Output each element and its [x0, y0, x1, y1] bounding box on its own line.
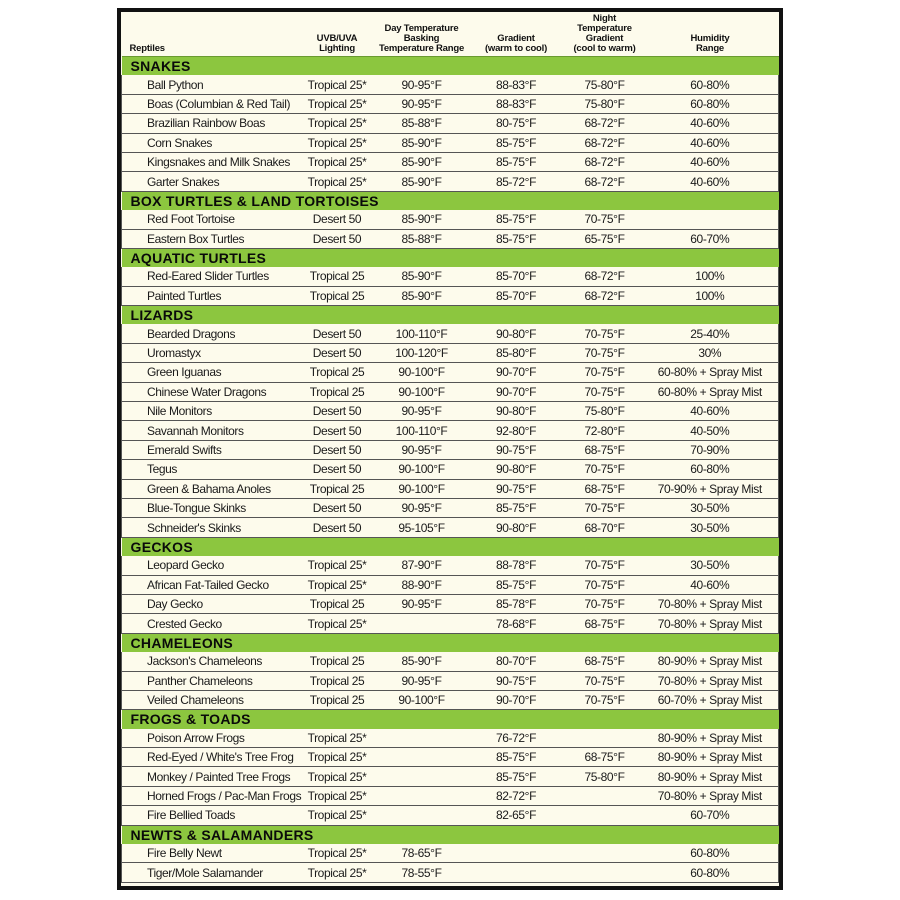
cell-gradient: 90-80°F [465, 324, 568, 343]
cell-lighting: Tropical 25 [296, 690, 379, 709]
cell-lighting: Tropical 25* [296, 556, 379, 575]
cell-species: Green & Bahama Anoles [122, 479, 296, 498]
cell-day-temp: 90-100°F [379, 363, 465, 382]
cell-night-temp [568, 844, 642, 863]
table-row [122, 806, 779, 825]
cell-day-temp: 78-65°F [379, 844, 465, 863]
cell-gradient: 88-78°F [465, 556, 568, 575]
cell-night-temp: 75-80°F [568, 75, 642, 94]
cell-humidity: 70-80% + Spray Mist [642, 786, 779, 805]
section-title: SNAKES [122, 57, 779, 76]
section-title: NEWTS & SALAMANDERS [122, 825, 779, 844]
cell-lighting: Tropical 25* [296, 614, 379, 633]
cell-gradient: 82-72°F [465, 786, 568, 805]
reptile-care-chart [117, 8, 783, 890]
section-header [122, 57, 779, 76]
header-line: Basking [403, 33, 440, 44]
cell-day-temp: 78-55°F [379, 863, 465, 882]
cell-day-temp: 85-90°F [379, 267, 465, 286]
cell-day-temp: 90-95°F [379, 594, 465, 613]
cell-lighting: Desert 50 [296, 343, 379, 362]
cell-humidity [642, 210, 779, 229]
cell-species: Veiled Chameleons [122, 690, 296, 709]
column-headers [122, 12, 779, 57]
cell-night-temp: 68-75°F [568, 614, 642, 633]
header-night-temp [568, 12, 642, 57]
cell-species: Savannah Monitors [122, 421, 296, 440]
cell-species: Fire Bellied Toads [122, 806, 296, 825]
table-row [122, 748, 779, 767]
section-title: BOX TURTLES & LAND TORTOISES [122, 191, 779, 210]
header-line: Temperature Range [378, 43, 465, 54]
cell-gradient: 85-75°F [465, 133, 568, 152]
cell-gradient: 85-75°F [465, 498, 568, 517]
cell-lighting: Desert 50 [296, 518, 379, 537]
cell-lighting: Tropical 25* [296, 152, 379, 171]
cell-lighting: Tropical 25* [296, 806, 379, 825]
cell-day-temp: 100-110°F [379, 324, 465, 343]
cell-night-temp [568, 863, 642, 882]
cell-humidity: 70-80% + Spray Mist [642, 594, 779, 613]
cell-species: Tegus [122, 460, 296, 479]
cell-humidity: 30-50% [642, 498, 779, 517]
cell-humidity: 60-80% [642, 94, 779, 113]
cell-gradient: 85-75°F [465, 748, 568, 767]
cell-humidity: 30-50% [642, 518, 779, 537]
cell-day-temp [379, 786, 465, 805]
cell-humidity: 40-50% [642, 421, 779, 440]
cell-day-temp: 90-95°F [379, 402, 465, 421]
cell-humidity: 80-90% + Spray Mist [642, 729, 779, 748]
cell-day-temp: 85-88°F [379, 229, 465, 248]
cell-gradient: 85-75°F [465, 575, 568, 594]
cell-night-temp: 65-75°F [568, 229, 642, 248]
cell-humidity: 60-80% + Spray Mist [642, 363, 779, 382]
cell-lighting: Tropical 25* [296, 75, 379, 94]
cell-gradient: 80-75°F [465, 114, 568, 133]
cell-night-temp [568, 786, 642, 805]
cell-day-temp [379, 614, 465, 633]
cell-night-temp: 75-80°F [568, 402, 642, 421]
table-row [122, 172, 779, 191]
table-row [122, 402, 779, 421]
table-row [122, 518, 779, 537]
cell-lighting: Tropical 25* [296, 575, 379, 594]
cell-species: Uromastyx [122, 343, 296, 362]
cell-gradient: 80-70°F [465, 652, 568, 671]
table-row [122, 786, 779, 805]
table-row [122, 363, 779, 382]
cell-day-temp: 90-95°F [379, 498, 465, 517]
cell-species: Panther Chameleons [122, 671, 296, 690]
cell-humidity: 30% [642, 343, 779, 362]
table-row [122, 863, 779, 882]
header-gradient [465, 12, 568, 57]
table-row [122, 844, 779, 863]
section-header [122, 191, 779, 210]
table-row [122, 382, 779, 401]
cell-species: Corn Snakes [122, 133, 296, 152]
cell-night-temp: 70-75°F [568, 460, 642, 479]
section-title: AQUATIC TURTLES [122, 248, 779, 267]
cell-species: Fire Belly Newt [122, 844, 296, 863]
cell-species: Blue-Tongue Skinks [122, 498, 296, 517]
cell-lighting: Tropical 25* [296, 172, 379, 191]
header-line: Day Temperature [384, 23, 459, 34]
section-header [122, 248, 779, 267]
cell-lighting: Tropical 25 [296, 671, 379, 690]
cell-night-temp: 70-75°F [568, 556, 642, 575]
cell-humidity: 60-80% [642, 863, 779, 882]
cell-humidity: 40-60% [642, 172, 779, 191]
cell-gradient: 90-75°F [465, 479, 568, 498]
cell-species: African Fat-Tailed Gecko [122, 575, 296, 594]
cell-gradient: 85-80°F [465, 343, 568, 362]
section-header [122, 633, 779, 652]
cell-gradient: 90-80°F [465, 518, 568, 537]
table-row [122, 575, 779, 594]
cell-gradient: 85-72°F [465, 172, 568, 191]
section-header [122, 537, 779, 556]
cell-day-temp: 85-90°F [379, 133, 465, 152]
cell-humidity: 60-70% + Spray Mist [642, 690, 779, 709]
cell-species: Horned Frogs / Pac-Man Frogs [122, 786, 296, 805]
section-header [122, 825, 779, 844]
table-row [122, 75, 779, 94]
cell-day-temp: 85-90°F [379, 172, 465, 191]
table-row [122, 652, 779, 671]
cell-species: Eastern Box Turtles [122, 229, 296, 248]
cell-gradient: 92-80°F [465, 421, 568, 440]
care-table [121, 12, 779, 883]
cell-gradient [465, 863, 568, 882]
table-row [122, 614, 779, 633]
cell-gradient: 85-70°F [465, 267, 568, 286]
cell-species: Tiger/Mole Salamander [122, 863, 296, 882]
cell-species: Schneider's Skinks [122, 518, 296, 537]
table-row [122, 479, 779, 498]
cell-humidity: 60-80% + Spray Mist [642, 382, 779, 401]
cell-humidity: 40-60% [642, 575, 779, 594]
cell-day-temp [379, 729, 465, 748]
cell-lighting: Desert 50 [296, 324, 379, 343]
cell-night-temp: 68-72°F [568, 172, 642, 191]
cell-species: Red-Eared Slider Turtles [122, 267, 296, 286]
cell-gradient: 85-78°F [465, 594, 568, 613]
cell-lighting: Tropical 25 [296, 652, 379, 671]
cell-night-temp [568, 729, 642, 748]
cell-night-temp: 68-72°F [568, 133, 642, 152]
cell-day-temp: 85-90°F [379, 152, 465, 171]
cell-species: Crested Gecko [122, 614, 296, 633]
table-row [122, 767, 779, 786]
cell-day-temp: 90-100°F [379, 460, 465, 479]
cell-humidity: 60-80% [642, 75, 779, 94]
cell-night-temp: 68-75°F [568, 479, 642, 498]
section-title: GECKOS [122, 537, 779, 556]
table-row [122, 343, 779, 362]
table-row [122, 267, 779, 286]
cell-night-temp: 70-75°F [568, 671, 642, 690]
header-species [122, 12, 296, 57]
cell-lighting: Tropical 25 [296, 382, 379, 401]
header-line: UVB/UVA [316, 33, 358, 44]
cell-night-temp: 68-72°F [568, 114, 642, 133]
cell-gradient: 82-65°F [465, 806, 568, 825]
cell-humidity: 80-90% + Spray Mist [642, 767, 779, 786]
cell-night-temp: 70-75°F [568, 324, 642, 343]
cell-species: Jackson's Chameleons [122, 652, 296, 671]
cell-humidity: 80-90% + Spray Mist [642, 748, 779, 767]
section-header [122, 306, 779, 325]
cell-lighting: Tropical 25* [296, 786, 379, 805]
cell-lighting: Desert 50 [296, 440, 379, 459]
cell-night-temp: 70-75°F [568, 498, 642, 517]
cell-day-temp: 85-90°F [379, 286, 465, 305]
cell-humidity: 70-90% [642, 440, 779, 459]
cell-gradient [465, 844, 568, 863]
cell-day-temp: 85-90°F [379, 210, 465, 229]
cell-day-temp: 90-95°F [379, 440, 465, 459]
cell-lighting: Tropical 25 [296, 363, 379, 382]
cell-day-temp: 95-105°F [379, 518, 465, 537]
cell-gradient: 90-70°F [465, 363, 568, 382]
cell-humidity: 60-70% [642, 806, 779, 825]
cell-day-temp: 100-120°F [379, 343, 465, 362]
cell-species: Monkey / Painted Tree Frogs [122, 767, 296, 786]
cell-species: Garter Snakes [122, 172, 296, 191]
cell-gradient: 88-83°F [465, 94, 568, 113]
table-body [122, 57, 779, 883]
cell-day-temp: 90-100°F [379, 479, 465, 498]
cell-species: Brazilian Rainbow Boas [122, 114, 296, 133]
section-title: FROGS & TOADS [122, 710, 779, 729]
section-title: LIZARDS [122, 306, 779, 325]
cell-species: Bearded Dragons [122, 324, 296, 343]
table-row [122, 324, 779, 343]
cell-humidity: 100% [642, 286, 779, 305]
cell-species: Green Iguanas [122, 363, 296, 382]
header-line: Gradient [585, 33, 624, 44]
cell-night-temp: 70-75°F [568, 382, 642, 401]
table-row [122, 229, 779, 248]
cell-humidity: 60-70% [642, 229, 779, 248]
table-row [122, 690, 779, 709]
cell-day-temp [379, 806, 465, 825]
cell-humidity: 60-80% [642, 844, 779, 863]
cell-humidity: 40-60% [642, 152, 779, 171]
cell-lighting: Tropical 25* [296, 748, 379, 767]
cell-night-temp: 68-70°F [568, 518, 642, 537]
cell-species: Painted Turtles [122, 286, 296, 305]
cell-night-temp: 70-75°F [568, 363, 642, 382]
header-lighting [296, 12, 379, 57]
header-line: (warm to cool) [484, 43, 548, 54]
cell-lighting: Tropical 25* [296, 863, 379, 882]
cell-night-temp: 68-75°F [568, 748, 642, 767]
cell-night-temp: 75-80°F [568, 94, 642, 113]
cell-gradient: 85-75°F [465, 229, 568, 248]
table-row [122, 94, 779, 113]
cell-night-temp: 68-72°F [568, 267, 642, 286]
table-row [122, 152, 779, 171]
cell-day-temp: 90-95°F [379, 671, 465, 690]
cell-lighting: Tropical 25 [296, 594, 379, 613]
cell-gradient: 90-70°F [465, 382, 568, 401]
cell-humidity: 30-50% [642, 556, 779, 575]
table-row [122, 114, 779, 133]
cell-night-temp: 70-75°F [568, 690, 642, 709]
header-line: Night Temperature [577, 13, 632, 34]
header-line: Range [695, 43, 725, 54]
cell-gradient: 90-70°F [465, 690, 568, 709]
cell-lighting: Tropical 25* [296, 94, 379, 113]
cell-night-temp: 72-80°F [568, 421, 642, 440]
cell-lighting: Desert 50 [296, 421, 379, 440]
header-line: (cool to warm) [573, 43, 636, 54]
cell-gradient: 88-83°F [465, 75, 568, 94]
cell-gradient: 85-75°F [465, 767, 568, 786]
cell-night-temp: 68-72°F [568, 286, 642, 305]
cell-gradient: 90-80°F [465, 460, 568, 479]
table-row [122, 133, 779, 152]
cell-day-temp: 100-110°F [379, 421, 465, 440]
section-title: CHAMELEONS [122, 633, 779, 652]
cell-day-temp: 90-100°F [379, 690, 465, 709]
cell-species: Chinese Water Dragons [122, 382, 296, 401]
cell-species: Boas (Columbian & Red Tail) [122, 94, 296, 113]
cell-humidity: 40-60% [642, 114, 779, 133]
cell-lighting: Tropical 25* [296, 114, 379, 133]
cell-humidity: 40-60% [642, 133, 779, 152]
cell-night-temp: 70-75°F [568, 594, 642, 613]
table-row [122, 498, 779, 517]
cell-day-temp: 88-90°F [379, 575, 465, 594]
table-row [122, 556, 779, 575]
cell-day-temp: 90-100°F [379, 382, 465, 401]
cell-gradient: 76-72°F [465, 729, 568, 748]
table-row [122, 440, 779, 459]
cell-day-temp: 90-95°F [379, 75, 465, 94]
cell-humidity: 60-80% [642, 460, 779, 479]
cell-lighting: Desert 50 [296, 402, 379, 421]
table-row [122, 729, 779, 748]
cell-humidity: 25-40% [642, 324, 779, 343]
cell-gradient: 90-75°F [465, 671, 568, 690]
cell-humidity: 80-90% + Spray Mist [642, 652, 779, 671]
cell-lighting: Tropical 25* [296, 844, 379, 863]
cell-lighting: Tropical 25* [296, 133, 379, 152]
cell-lighting: Desert 50 [296, 460, 379, 479]
cell-day-temp: 85-90°F [379, 652, 465, 671]
table-row [122, 286, 779, 305]
cell-species: Red-Eyed / White's Tree Frog [122, 748, 296, 767]
table-row [122, 460, 779, 479]
cell-species: Day Gecko [122, 594, 296, 613]
cell-lighting: Tropical 25* [296, 767, 379, 786]
section-header [122, 710, 779, 729]
cell-species: Ball Python [122, 75, 296, 94]
header-line: Reptiles [129, 43, 165, 54]
cell-species: Red Foot Tortoise [122, 210, 296, 229]
cell-gradient: 78-68°F [465, 614, 568, 633]
cell-night-temp: 68-75°F [568, 440, 642, 459]
cell-day-temp: 90-95°F [379, 94, 465, 113]
cell-night-temp: 70-75°F [568, 343, 642, 362]
cell-lighting: Desert 50 [296, 210, 379, 229]
cell-night-temp: 68-75°F [568, 652, 642, 671]
cell-night-temp: 75-80°F [568, 767, 642, 786]
cell-lighting: Tropical 25 [296, 267, 379, 286]
cell-lighting: Tropical 25 [296, 479, 379, 498]
cell-night-temp: 70-75°F [568, 210, 642, 229]
cell-humidity: 40-60% [642, 402, 779, 421]
cell-day-temp: 85-88°F [379, 114, 465, 133]
header-day-temp [379, 12, 465, 57]
cell-species: Emerald Swifts [122, 440, 296, 459]
cell-humidity: 70-90% + Spray Mist [642, 479, 779, 498]
cell-humidity: 70-80% + Spray Mist [642, 614, 779, 633]
cell-lighting: Desert 50 [296, 498, 379, 517]
cell-humidity: 70-80% + Spray Mist [642, 671, 779, 690]
header-line: Humidity [690, 33, 730, 44]
table-row [122, 210, 779, 229]
cell-lighting: Tropical 25 [296, 286, 379, 305]
cell-night-temp: 70-75°F [568, 575, 642, 594]
cell-lighting: Tropical 25* [296, 729, 379, 748]
cell-day-temp: 87-90°F [379, 556, 465, 575]
cell-species: Kingsnakes and Milk Snakes [122, 152, 296, 171]
cell-species: Leopard Gecko [122, 556, 296, 575]
table-row [122, 594, 779, 613]
cell-species: Poison Arrow Frogs [122, 729, 296, 748]
header-line: Gradient [497, 33, 535, 44]
cell-day-temp [379, 767, 465, 786]
cell-humidity: 100% [642, 267, 779, 286]
header-line: Lighting [319, 43, 355, 54]
cell-night-temp [568, 806, 642, 825]
table-row [122, 671, 779, 690]
cell-species: Nile Monitors [122, 402, 296, 421]
cell-gradient: 85-70°F [465, 286, 568, 305]
cell-gradient: 85-75°F [465, 152, 568, 171]
cell-night-temp: 68-72°F [568, 152, 642, 171]
cell-gradient: 85-75°F [465, 210, 568, 229]
cell-gradient: 90-75°F [465, 440, 568, 459]
table-row [122, 421, 779, 440]
cell-lighting: Desert 50 [296, 229, 379, 248]
cell-day-temp [379, 748, 465, 767]
cell-gradient: 90-80°F [465, 402, 568, 421]
header-humidity [642, 12, 779, 57]
